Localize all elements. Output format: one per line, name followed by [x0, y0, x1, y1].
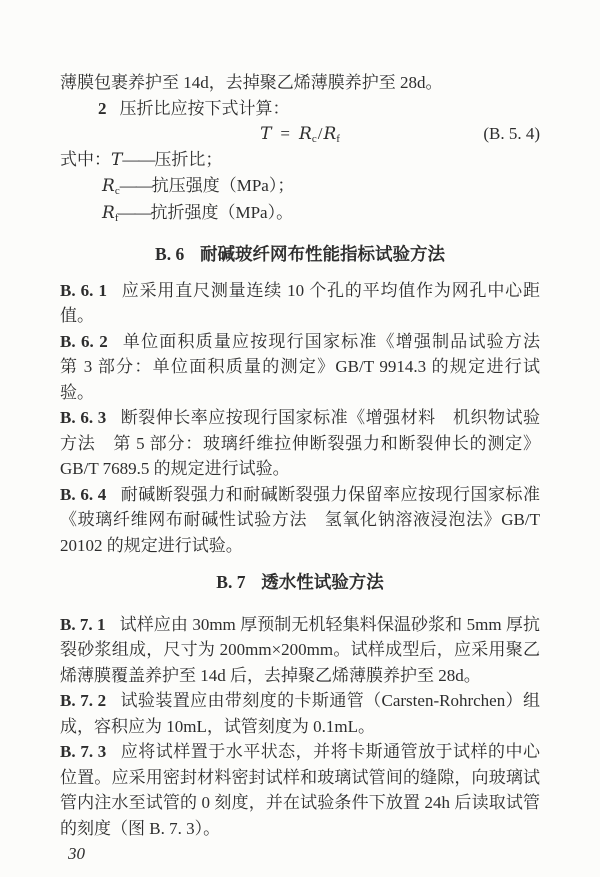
- formula-definition-T: [60, 147, 540, 174]
- section-b7-number: B. 7: [216, 572, 246, 592]
- definition-dash: ——: [119, 176, 152, 195]
- clause-b-7-1: [60, 612, 540, 689]
- definition-dash: ——: [122, 149, 155, 169]
- clause-b-6-2: [60, 329, 558, 406]
- symbol-T: T: [111, 149, 123, 170]
- definition-dash: ——: [118, 202, 151, 222]
- equation-number: (B. 5. 4): [483, 124, 540, 143]
- symbol-Rf: R: [102, 202, 115, 223]
- clause-b-7-3: [60, 739, 540, 841]
- clause-label: B. 6. 3: [60, 408, 107, 427]
- definition-text: 抗折强度（MPa）。: [150, 202, 294, 222]
- definition-text: 压折比；: [154, 149, 223, 169]
- list-item-2-text: 压折比应按下式计算：: [119, 98, 290, 118]
- section-b6: [60, 242, 558, 558]
- clause-label: B. 7. 2: [60, 691, 107, 710]
- formula-numerator: R: [299, 124, 312, 144]
- clause-text: 断裂伸长率应按现行国家标准《增强材料 机织物试验方法 第 5 部分：玻璃纤维拉伸断裂强力和断裂伸长的测定》GB/T 7689.5 的规定进行试验。: [60, 408, 540, 478]
- formula-denominator-subscript: f: [336, 133, 340, 145]
- symbol-Rf-subscript: f: [114, 211, 119, 224]
- symbol-Rc-subscript: c: [114, 185, 120, 197]
- clause-label: B. 7. 1: [60, 614, 106, 634]
- clause-label: B. 6. 4: [60, 484, 107, 504]
- definition-text: 抗压强度（MPa）；: [151, 176, 295, 195]
- list-item-2-number: 2: [98, 98, 107, 118]
- section-b6-number: B. 6: [155, 244, 185, 264]
- clause-b-6-4: [60, 482, 540, 559]
- clause-b-6-3: [60, 405, 540, 482]
- clause-label: B. 6. 2: [60, 331, 108, 351]
- list-item-2: [60, 96, 540, 122]
- clause-text: 单位面积质量应按现行国家标准《增强制品试验方法 第 3 部分：单位面积质量的测定》GB/T 9914.3 的规定进行试验。: [60, 331, 558, 402]
- formula-equals: =: [280, 124, 290, 143]
- where-label: 式中：: [60, 149, 111, 169]
- section-b7-title: 透水性试验方法: [261, 572, 384, 592]
- clause-b-7-2: [60, 688, 540, 739]
- clause-label: B. 7. 3: [60, 742, 107, 761]
- symbol-Rc: R: [102, 176, 115, 196]
- formula-definition-Rf: [60, 200, 540, 227]
- intro-continuation-line: [60, 70, 540, 96]
- section-b6-heading: [60, 242, 540, 268]
- clause-label: B. 6. 1: [60, 280, 107, 300]
- formula-denominator: R: [323, 124, 337, 144]
- clause-text: 应将试样置于水平状态，并将卡斯通管放于试样的中心位置。应采用密封材料密封试样和玻璃试管间的缝隙，向玻璃试管内注水至试管的 0 刻度，并在试验条件下放置 24h 后读取试管的刻度（图 B. 7. 3）。: [60, 742, 540, 838]
- section-b6-title: 耐碱玻纤网布性能指标试验方法: [199, 244, 445, 264]
- formula-b-5-4: [60, 121, 540, 147]
- clause-text: 应采用直尺测量连续 10 个孔的平均值作为网孔中心距值。: [60, 280, 540, 325]
- formula-definition-Rc: [60, 173, 540, 200]
- intro-continuation-text: 薄膜包裹养护至 14d，去掉聚乙烯薄膜养护至 28d。: [60, 73, 443, 92]
- formula-divide-sign: /: [317, 124, 323, 143]
- clause-b-6-1: [60, 278, 540, 329]
- page-number: 30: [68, 844, 85, 863]
- section-b7: [60, 570, 540, 841]
- clause-text: 耐碱断裂强力和耐碱断裂强力保留率应按现行国家标准《玻璃纤维网布耐碱性试验方法 氢氧化钠溶液浸泡法》GB/T 20102 的规定进行试验。: [60, 484, 540, 555]
- formula-lhs: T: [260, 124, 272, 144]
- clause-text: 试样应由 30mm 厚预制无机轻集料保温砂浆和 5mm 厚抗裂砂浆组成，尺寸为 200mm×200mm。试样成型后，应采用聚乙烯薄膜覆盖养护至 14d 后，去掉聚乙烯薄膜养护至 28d。: [60, 614, 540, 685]
- formula-numerator-subscript: c: [311, 133, 317, 145]
- clause-text: 试验装置应由带刻度的卡斯通管（Carsten-Rohrchen）组成，容积应为 10mL，试管刻度为 0.1mL。: [60, 691, 540, 736]
- section-b7-heading: [60, 570, 540, 596]
